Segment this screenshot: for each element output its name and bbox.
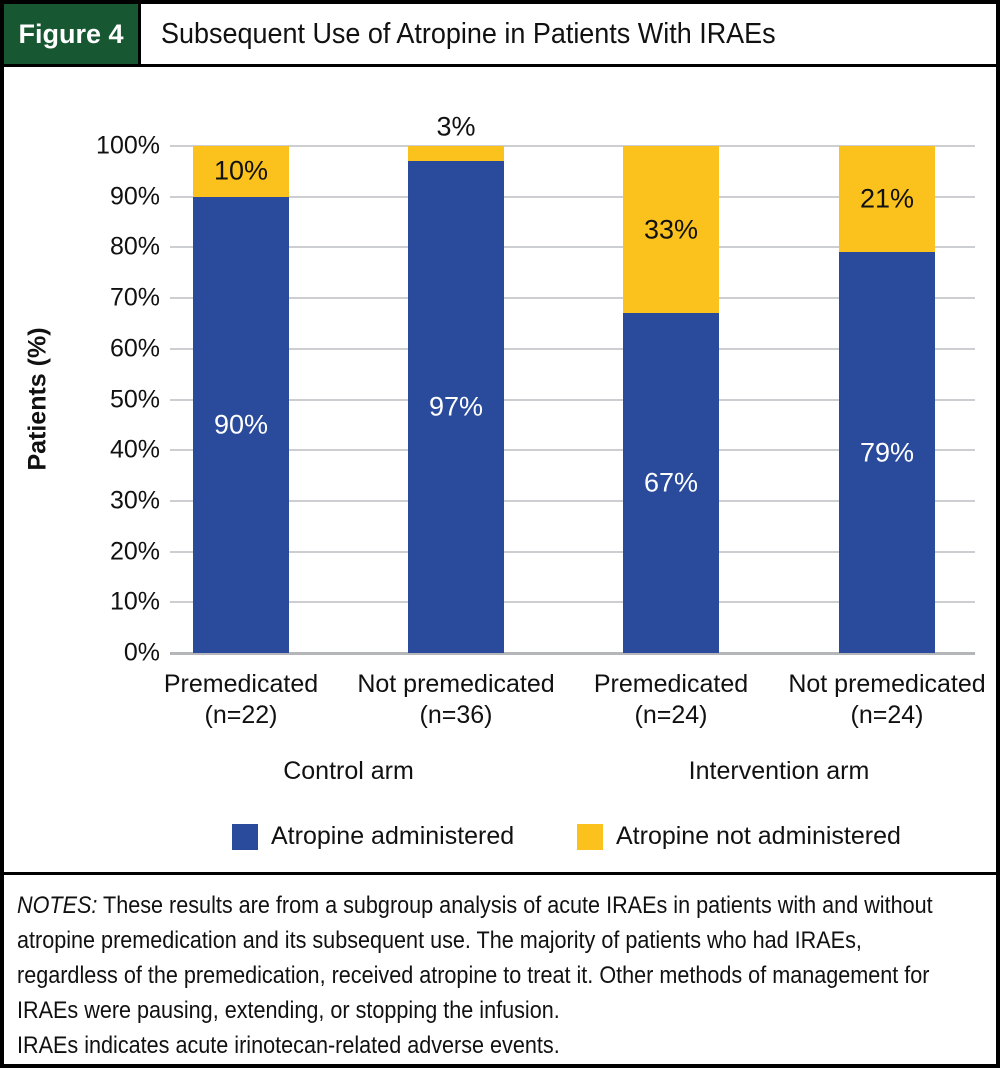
- category-label-n: (n=24): [634, 701, 708, 729]
- category-label: [551, 669, 791, 731]
- category-label-n: (n=22): [204, 701, 278, 729]
- legend-label: Atropine administered: [271, 822, 515, 850]
- category-label-line1: Not premedicated: [788, 670, 986, 698]
- notes-line: IRAEs were pausing, extending, or stopping the infusion.: [17, 997, 560, 1024]
- notes-line: atropine premedication and its subsequent use. The majority of patients who had IRAEs,: [17, 927, 862, 954]
- figure-title: [141, 4, 996, 64]
- y-tick-label: 20%: [109, 537, 160, 566]
- category-label-n: (n=36): [419, 701, 493, 729]
- y-tick-label: 50%: [109, 385, 160, 413]
- legend-swatch-yellow: [577, 824, 603, 850]
- figure-number-badge: Figure 4: [4, 4, 141, 64]
- category-label-line1: Premedicated: [593, 670, 749, 698]
- figure-title-text: Subsequent Use of Atropine in Patients With IRAEs: [161, 17, 776, 50]
- stacked-bar-chart: [4, 67, 996, 875]
- bar-value-label: 33%: [643, 214, 699, 245]
- category-label: [336, 669, 576, 731]
- y-tick-label: 100%: [96, 131, 160, 160]
- y-tick-label: 90%: [109, 182, 160, 211]
- figure-notes: [4, 875, 996, 1063]
- notes-label: NOTES:: [17, 892, 98, 919]
- notes-line: IRAEs indicates acute irinotecan-related adverse events.: [17, 1032, 560, 1059]
- bar-value-label: 90%: [213, 409, 269, 440]
- bar-value-label: 3%: [436, 111, 476, 142]
- category-label: [767, 669, 1000, 731]
- y-tick-label: 80%: [109, 232, 160, 261]
- category-label: [121, 669, 361, 731]
- legend-swatch-blue: [232, 824, 258, 850]
- bar-segment-atropine-not-administered: [408, 146, 504, 161]
- bar-value-label: 21%: [859, 183, 915, 214]
- category-label-n: (n=24): [850, 701, 924, 729]
- legend-item-atropine-administered: [232, 822, 514, 851]
- legend-item-atropine-not-administered: [577, 822, 901, 851]
- bar-value-label: 79%: [859, 437, 915, 468]
- figure-header: [4, 4, 996, 67]
- notes-line: regardless of the premedication, received atropine to treat it. Other methods of management for: [17, 962, 930, 989]
- y-tick-label: 60%: [109, 334, 160, 363]
- legend-label: Atropine not administered: [616, 822, 901, 850]
- bar-value-label: 67%: [643, 467, 699, 498]
- group-label: Intervention arm: [688, 757, 870, 785]
- bar-value-label: 10%: [213, 155, 269, 186]
- y-tick-label: 70%: [109, 283, 160, 312]
- y-tick-label: 10%: [109, 587, 160, 616]
- y-axis-title: Patients (%): [23, 327, 52, 471]
- y-tick-label: 40%: [109, 435, 160, 464]
- group-label: Control arm: [283, 757, 414, 785]
- category-label-line1: Premedicated: [163, 670, 319, 698]
- y-tick-label: 30%: [109, 486, 160, 515]
- bar-value-label: 97%: [428, 391, 484, 422]
- notes-line: NOTES: These results are from a subgroup analysis of acute IRAEs in patients with and without: [17, 892, 933, 919]
- category-label-line1: Not premedicated: [357, 670, 555, 698]
- y-tick-label: 0%: [123, 638, 160, 667]
